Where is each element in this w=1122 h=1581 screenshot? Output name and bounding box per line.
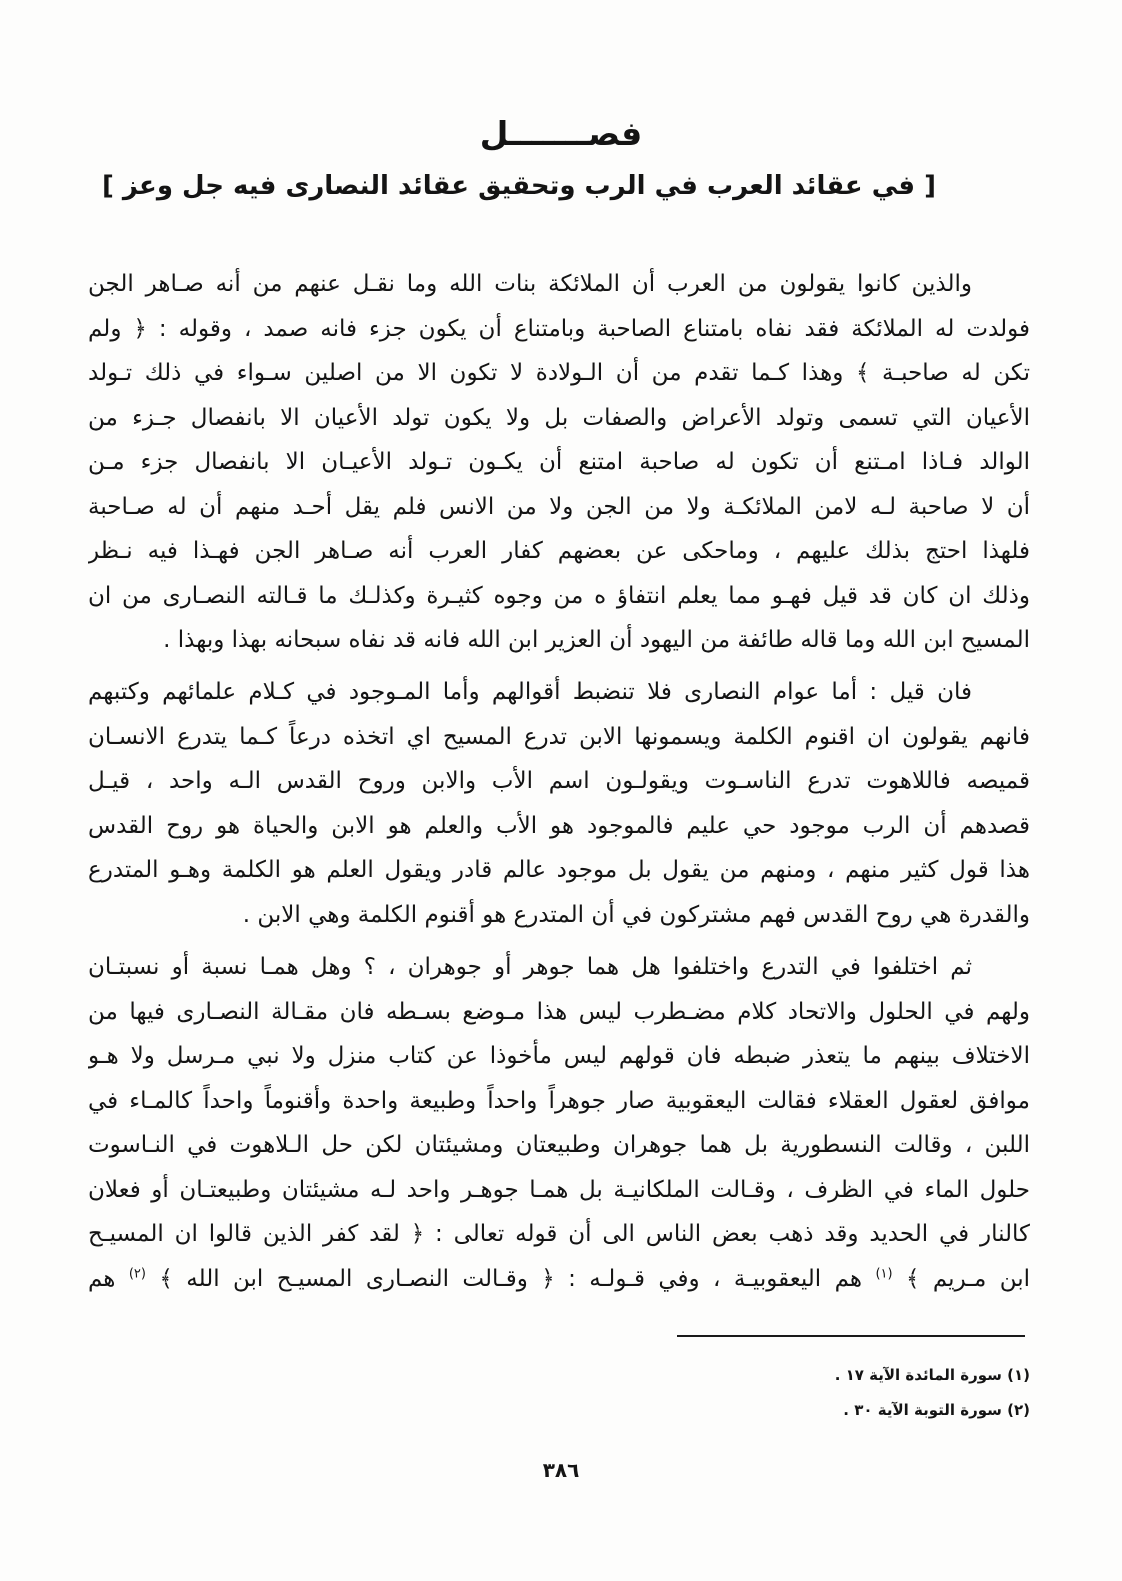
text-line: الوالد فـاذا امـتنع أن تكون له صاحبة امتنع أن يكـون تـولد الأعيـان الا بانفصال جزء مـن (88, 449, 1030, 475)
text-line: تكن له صاحبـة ﴾ وهذا كـما تقدم من أن الـولادة لا تكون الا من اصلين سـواء في ذلك تـولد (88, 360, 1030, 386)
text-line: ولهم في الحلول والاتحاد كلام مضـطرب ليس هذا مـوضع بسـطه فان مقـالة النصـارى فيها من (88, 998, 1030, 1025)
footnote-reference: (١) (875, 1265, 893, 1281)
text-line: قميصه فاللاهوت تدرع الناسـوت ويقولـون اسم الأب والابن وروح القدس الـه واحد ، قيـل (88, 768, 1030, 794)
paragraph (88, 945, 1030, 1301)
text-line: فولدت له الملائكة فقد نفاه بامتناع الصاحبة وبامتناع أن يكون جزء فانه صمد ، وقوله : ﴿ ولم (88, 315, 1030, 342)
text-line: والذين كانوا يقولون من العرب أن الملائكة بنات الله وما نقـل عنهم من أنه صـاهر الجن (88, 271, 972, 297)
text-line: وذلك ان كان قد قيل فهـو مما يعلم انتفاؤ ه من وجوه كثيـرة وكذلـك ما قـالته النصـارى من ان (88, 582, 1030, 609)
footnote-divider (677, 1335, 1025, 1337)
text-line: حلول الماء في الظرف ، وقـالت الملكانيـة بل همـا جوهـر واحد لـه مشيئتان وطبيعتـان أو فعلان (88, 1176, 1030, 1203)
text-segment: هم اليعقوبيـة ، وفي قـولـه : ﴿ وقـالت النصـارى المسيـح ابن الله ﴾ (159, 1265, 863, 1292)
footnote-reference: (٢) (128, 1265, 146, 1281)
text-line-with-references (88, 1257, 1030, 1302)
text-line: موافق لعقول العقلاء فقالت اليعقوبية صار جوهراً واحداً وطبيعة واحدة وأقنوماً واحداً كالمـاء في (88, 1087, 1030, 1114)
chapter-subtitle: [ في عقائد العرب في الرب وتحقيق عقائد النصارى فيه جل وعز ] (101, 171, 936, 201)
text-line: اللبن ، وقالت النسطورية بل هما جوهران وطبيعتان ومشيئتان لكن حل الـلاهوت في النـاسوت (88, 1132, 1030, 1158)
text-line: قصدهم أن الرب موجود حي عليم فالموجود هو الأب والعلم هو الابن والحياة هو روح القدس (88, 812, 1030, 839)
text-line: هذا قول كثير منهم ، ومنهم من يقول بل موجود عالم قادر ويقول العلم هو الكلمة وهـو المتدرع (88, 857, 1030, 883)
text-line: الأعيان التي تسمى وتولد الأعراض والصفات بل ولا يكون تولد الأعيان الا بانفصال جـزء من (88, 404, 1030, 431)
paragraph (88, 670, 1030, 937)
text-segment: ابن مـريم ﴾ (905, 1265, 1030, 1292)
text-line: الاختلاف بينهم ما يتعذر ضبطه فان قولهم ليس مأخوذا عن كتاب منزل ولا نبي مـرسل ولا هـو (88, 1043, 1030, 1069)
paragraph (88, 262, 1030, 663)
text-line: فلهذا احتج بذلك عليهم ، وماحكى عن بعضهم كفار العرب أنه صـاهر الجن فهـذا فيه نـظر (88, 538, 1030, 564)
footnote: (٢) سورة التوبة الآية ٣٠ . (843, 1401, 1030, 1419)
chapter-heading: فصـــــــل (479, 114, 643, 153)
footnote: (١) سورة المائدة الآية ١٧ . (834, 1366, 1030, 1384)
text-line: فانهم يقولون ان اقنوم الكلمة ويسمونها الابن تدرع المسيح اي اتخذه درعاً كـما يتدرع الانسـان (88, 723, 1030, 750)
page-number: ٣٨٦ (542, 1458, 580, 1482)
text-line: فان قيل : أما عوام النصارى فلا تنضبط أقوالهم وأما المـوجود في كـلام علمائهم وكتبهم (88, 679, 972, 705)
text-line: ثم اختلفوا في التدرع واختلفوا هل هما جوهر أو جوهران ، ؟ وهل همـا نسبة أو نسبتـان (88, 954, 972, 980)
text-line: أن لا صاحبة لـه لامن الملائكـة ولا من الجن ولا من الانس فلم يقل أحـد منهم أن له صـاحبة (88, 493, 1030, 520)
text-line: المسيح ابن الله وما قاله طائفة من اليهود أن العزير ابن الله فانه قد نفاه سبحانه بهذا وبهذا . (163, 627, 1030, 653)
footnotes (530, 1358, 1030, 1428)
text-line: كالنار في الحديد وقد ذهب بعض الناس الى أن قوله تعالى : ﴿ لقد كفر الذين قالوا ان المسيـح (88, 1221, 1030, 1247)
text-line: والقدرة هي روح القدس فهم مشتركون في أن المتدرع هو أقنوم الكلمة وهي الابن . (242, 901, 1030, 928)
text-segment: هم (88, 1265, 116, 1292)
